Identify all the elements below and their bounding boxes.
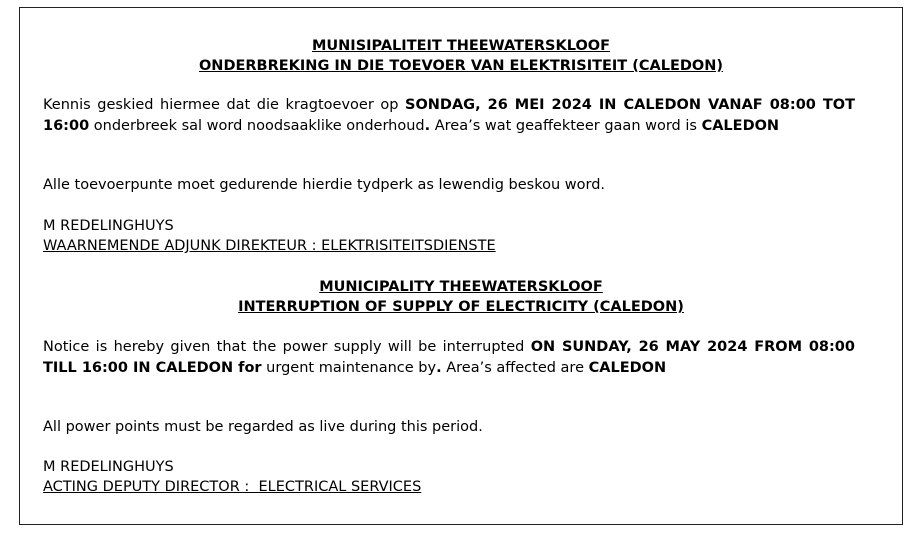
af-notice-text-2: onderbreek sal word noodsaaklike onderhoud — [89, 118, 425, 134]
en-notice-text-3: Area’s affected are — [441, 360, 589, 376]
af-notice-date: SONDAG, 26 MEI 2024 IN CALEDON VANAF 08:00 TOT 16:00 — [43, 97, 855, 134]
af-signatory-position: WAARNEMENDE ADJUNK DIREKTEUR : ELEKTRISITEITSDIENSTE — [43, 238, 496, 254]
af-notice-text: Kennis geskied hiermee dat die kragtoevoer op — [43, 97, 406, 113]
en-notice-date: ON SUNDAY, 26 MAY 2024 FROM 08:00 TILL 16:00 IN CALEDON for — [43, 339, 855, 376]
af-notice-text-3: Area’s wat geaffekteer gaan word is — [430, 118, 702, 134]
en-notice-text: Notice is hereby given that the power supply will be interrupted — [43, 339, 531, 355]
en-notice-period: . — [436, 360, 442, 376]
en-notice-area: CALEDON — [588, 360, 667, 376]
en-notice-text-2: urgent maintenance by — [261, 360, 437, 376]
af-title-interruption: ONDERBREKING IN DIE TOEVOER VAN ELEKTRISITEIT (CALEDON) — [198, 58, 723, 74]
af-notice-paragraph — [43, 95, 855, 137]
en-warning-paragraph: All power points must be regarded as live during this period. — [43, 419, 483, 435]
en-title-interruption: INTERRUPTION OF SUPPLY OF ELECTRICITY (CALEDON) — [238, 299, 684, 315]
notice-frame — [19, 7, 903, 525]
af-title-municipality: MUNISIPALITEIT THEEWATERSKLOOF — [311, 38, 611, 54]
af-notice-period: . — [424, 118, 431, 134]
en-title-municipality: MUNICIPALITY THEEWATERSKLOOF — [319, 279, 603, 295]
en-signatory-position: ACTING DEPUTY DIRECTOR : ELECTRICAL SERVICES — [43, 479, 422, 495]
af-notice-area: CALEDON — [701, 118, 780, 134]
af-warning-paragraph: Alle toevoerpunte moet gedurende hierdie tydperk as lewendig beskou word. — [43, 177, 606, 193]
af-signatory-name: M REDELINGHUYS — [43, 218, 174, 234]
en-signatory-name: M REDELINGHUYS — [43, 459, 174, 475]
en-notice-paragraph — [43, 337, 855, 379]
